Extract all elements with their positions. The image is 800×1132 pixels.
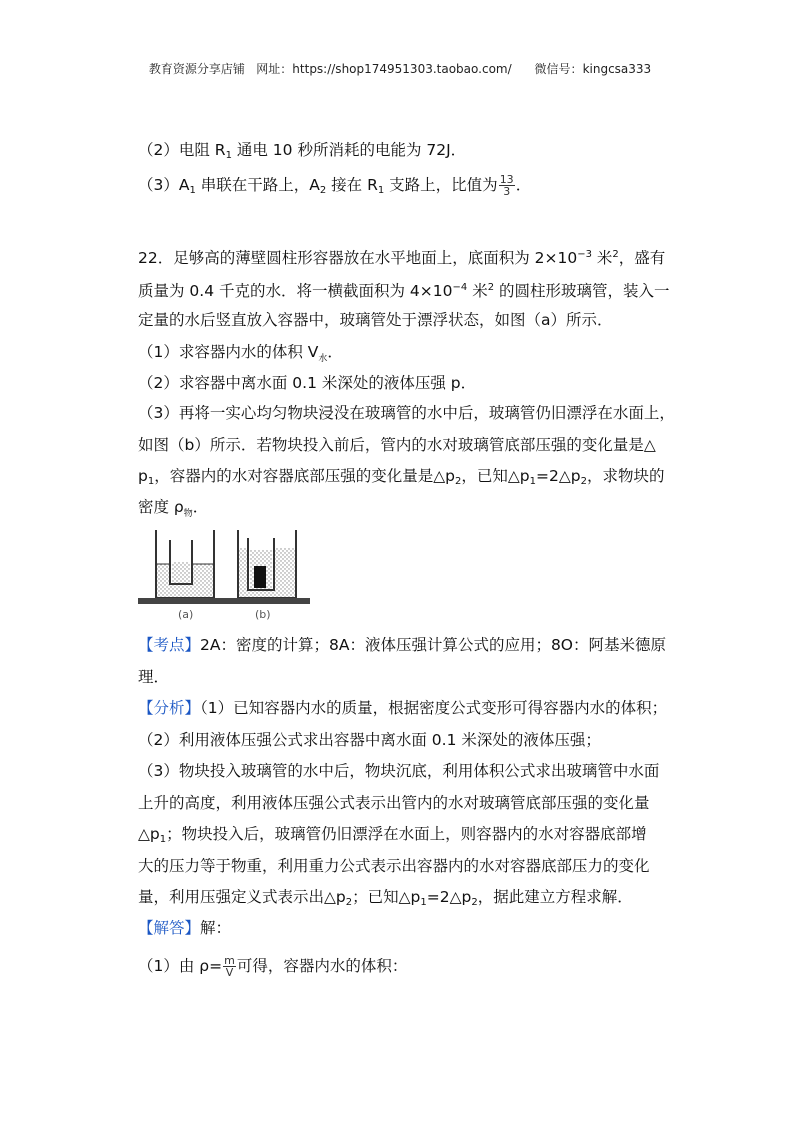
text: ，容器内的水对容器底部压强的变化量是△p [154,467,455,485]
shop-url[interactable]: https://shop174951303.taobao.com/ [292,62,512,76]
text: 接在 R [326,176,378,194]
question-part-1 [138,342,343,369]
subscript: 1 [159,834,167,845]
text: 通电 10 秒所消耗的电能为 72J． [231,141,467,159]
text: （2）电阻 R [138,141,226,159]
page-header [0,60,800,77]
label-b: (b) [255,608,271,621]
tube-water-a [172,562,190,584]
denominator: V [225,966,234,979]
text: =2△p [426,888,472,906]
fenxi-line-5 [138,824,647,850]
numerator: 13 [499,173,514,186]
text: （1）由 ρ= [138,957,223,975]
question-part-2: （2）求容器中离水面 0.1 米深处的液体压强 p． [138,374,477,392]
text: p [138,467,148,485]
fenxi-line-1 [138,698,667,718]
label-a: (a) [178,608,194,621]
text: ，求物块的 [586,467,665,485]
subscript: 1 [225,150,232,161]
superscript: −3 [577,249,592,260]
question-part-3-line-1: （3）再将一实心均匀物块浸没在玻璃管的水中后，玻璃管仍旧漂浮在水面上， [138,404,675,422]
subscript: 1 [420,897,427,908]
text: ，盛有 [618,249,666,267]
text: 米 [591,249,613,267]
subscript: 1 [377,185,385,196]
text: 解： [200,919,232,937]
fraction [499,174,515,197]
text: ． [192,498,209,516]
fraction [223,955,236,978]
text: 的圆柱形玻璃管，装入一 [494,282,670,300]
text: 密度 ρ [138,498,184,516]
fenxi-line-7 [138,887,633,913]
subscript: 2 [580,476,587,487]
superscript: −4 [452,282,468,293]
subscript: 水 [318,354,328,364]
question-part-3-line-2: 如图（b）所示．若物块投入前后，管内的水对玻璃管底部压强的变化量是△ [138,436,656,454]
jieda-tag: 【解答】 [138,919,201,937]
kaodian [138,635,666,655]
subscript: 2 [471,897,478,908]
fenxi-line-6: 大的压力等于物重，利用重力公式表示出容器内的水对容器底部压力的变化 [138,857,650,875]
figure-b [238,530,296,598]
jieda [138,918,231,938]
subscript: 1 [529,476,536,487]
text: =2△p [536,467,581,485]
wechat-id: kingcsa333 [582,62,652,76]
fenxi-tag: 【分析】 [138,699,201,717]
denominator: 3 [503,185,511,198]
subscript: 物 [183,509,193,519]
question-part-3-line-3 [138,466,665,492]
url-label: 网址： [256,62,293,76]
superscript: 2 [612,249,619,260]
subscript: 2 [454,476,462,487]
text: ，据此建立方程求解． [477,888,633,906]
text: 量，利用压强定义式表示出△p [138,888,346,906]
text: 可得，容器内水的体积： [236,957,408,975]
subscript: 2 [345,897,353,908]
answer-2 [138,140,466,166]
ground [138,598,310,604]
text: ；已知△p [352,888,421,906]
fenxi-line-4: 上升的高度，利用液体压强公式表示出管内的水对玻璃管底部压强的变化量 [138,794,650,812]
text: （3）A [138,176,190,194]
text: △p [138,825,160,843]
text: ． [327,343,343,361]
subscript: 2 [319,185,327,196]
text: ． [515,176,532,194]
jieda-line-1 [138,955,407,978]
text: 串联在干路上，A [195,176,320,194]
question-line-1 [138,245,665,268]
text: 22．足够高的薄壁圆柱形容器放在水平地面上，底面积为 2×10 [138,249,578,267]
figure-a [156,530,214,598]
answer-3 [138,174,531,201]
text: ；物块投入后，玻璃管仍旧漂浮在水面上，则容器内的水对容器底部增 [166,825,647,843]
subscript: 1 [147,476,155,487]
text: 米 [467,282,488,300]
text: （1）已知容器内水的质量，根据密度公式变形可得容器内水的体积； [200,699,668,717]
kaodian-text: 2A：密度的计算；8A：液体压强计算公式的应用；8O：阿基米德原 [200,636,667,654]
question-line-3: 定量的水后竖直放入容器中，玻璃管处于漂浮状态，如图（a）所示． [138,311,613,329]
question-line-2 [138,278,670,301]
text: （1）求容器内水的体积 V [138,343,319,361]
wechat-label: 微信号： [534,62,583,76]
kaodian-tag: 【考点】 [138,636,201,654]
text: ，已知△p [461,467,530,485]
superscript: 2 [487,282,495,293]
object-block [254,566,266,588]
text: 支路上，比值为 [384,176,498,194]
container-figure [138,526,310,626]
shop-name: 教育资源分享店铺 [148,62,245,76]
subscript: 1 [189,185,196,196]
fenxi-line-2: （2）利用液体压强公式求出容器中离水面 0.1 米深处的液体压强； [138,731,601,749]
numerator: m [224,954,235,967]
kaodian-line-2: 理． [138,668,170,686]
text: 质量为 0.4 千克的水．将一横截面积为 4×10 [138,282,453,300]
question-part-3-line-4 [138,497,208,524]
fenxi-line-3: （3）物块投入玻璃管的水中后，物块沉底，利用体积公式求出玻璃管中水面 [138,762,660,780]
